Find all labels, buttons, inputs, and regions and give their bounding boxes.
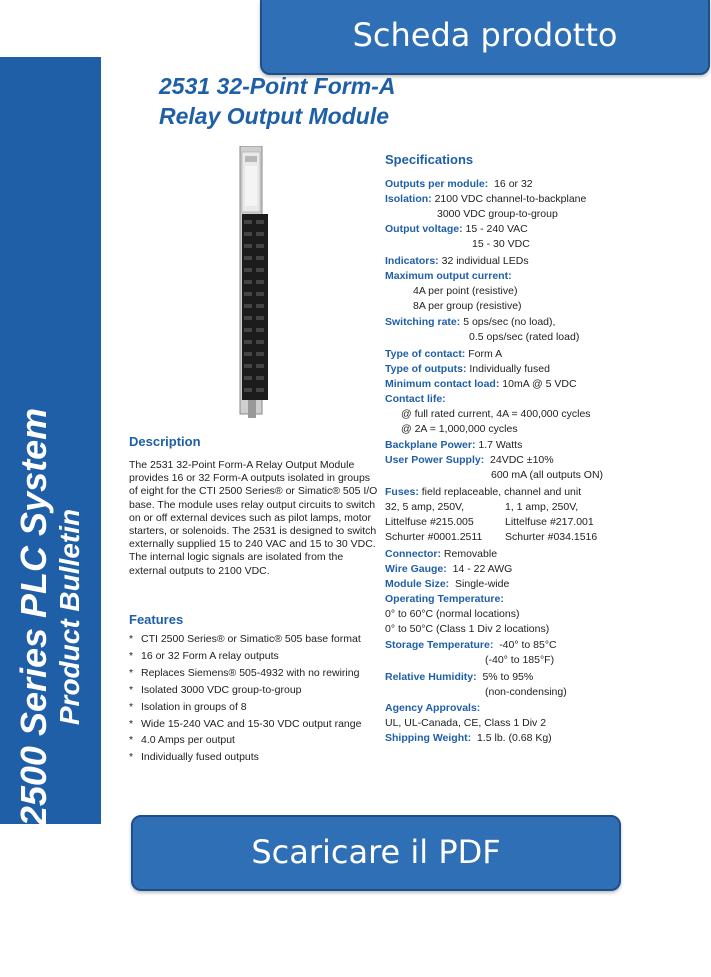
spec-label: Agency Approvals: xyxy=(385,702,481,715)
spec-value: 5 ops/sec (no load), xyxy=(463,316,556,329)
spec-label: Storage Temperature: xyxy=(385,639,494,652)
spec-switching-rate-2 xyxy=(385,330,705,345)
spec-label: Minimum contact load: xyxy=(385,377,500,390)
spec-label: Outputs per module: xyxy=(385,178,489,190)
features-list xyxy=(129,633,379,768)
spec-user-power-supply xyxy=(385,453,705,468)
spec-outputs-per-module xyxy=(385,177,705,192)
list-item xyxy=(129,650,379,663)
spec-shipping-weight xyxy=(385,731,705,746)
bullet: * xyxy=(129,683,134,696)
spec-label: Relative Humidity: xyxy=(385,670,477,683)
spec-value: Littelfuse #217.001 xyxy=(505,515,594,528)
spec-wire-gauge xyxy=(385,562,705,577)
spec-fuses-row3 xyxy=(385,530,705,545)
spec-label: Wire Gauge: xyxy=(385,562,447,575)
side-banner-text xyxy=(14,357,86,877)
title-line1: 2531 32-Point Form-A xyxy=(159,73,396,99)
spec-label: Type of contact: xyxy=(385,347,466,360)
spec-value: field replaceable, channel and unit xyxy=(421,485,582,498)
bullet: * xyxy=(129,700,134,713)
spec-max-output-current-1 xyxy=(385,284,705,299)
spec-contact-life-2 xyxy=(385,422,705,437)
spec-contact-life-1 xyxy=(385,407,705,422)
spec-value: 0° to 60°C (normal locations) xyxy=(385,607,520,620)
spec-value: Removable xyxy=(443,547,498,560)
spec-label: Fuses: xyxy=(385,485,419,498)
spec-label: Operating Temperature: xyxy=(385,592,504,605)
spec-label: Output voltage: xyxy=(385,223,463,235)
feature-text: Isolated 3000 VDC group-to-group xyxy=(141,683,302,696)
spec-label: Backplane Power: xyxy=(385,439,476,452)
spec-value: 15 - 240 VAC xyxy=(465,223,528,235)
spec-value: (non-condensing) xyxy=(485,685,567,698)
spec-backplane-power xyxy=(385,438,705,453)
spec-value: -40° to 85°C xyxy=(499,639,557,652)
spec-label: Module Size: xyxy=(385,577,450,590)
spec-value: 4A per point (resistive) xyxy=(413,284,518,297)
feature-text: Wide 15-240 VAC and 15-30 VDC output range xyxy=(141,717,362,730)
spec-value: 5% to 95% xyxy=(482,670,534,683)
feature-text: CTI 2500 Series® or Simatic® 505 base format xyxy=(141,633,361,645)
feature-text: Isolation in groups of 8 xyxy=(141,700,247,713)
spec-label: User Power Supply: xyxy=(385,454,485,467)
spec-min-contact-load xyxy=(385,377,705,392)
spec-operating-temperature xyxy=(385,592,705,607)
features-heading: Features xyxy=(129,612,184,627)
spec-label: Type of outputs: xyxy=(385,362,467,375)
download-pdf-button[interactable]: Scaricare il PDF xyxy=(131,815,621,891)
list-item xyxy=(129,718,379,731)
spec-label: Shipping Weight: xyxy=(385,732,472,745)
spec-module-size xyxy=(385,577,705,592)
feature-text: Individually fused outputs xyxy=(141,751,259,764)
list-item xyxy=(129,734,379,747)
spec-user-power-supply-2 xyxy=(385,468,705,483)
spec-value: 0.5 ops/sec (rated load) xyxy=(469,331,580,344)
spec-value: 1.7 Watts xyxy=(478,439,523,452)
list-item xyxy=(129,667,379,680)
title-line2: Relay Output Module xyxy=(159,103,389,129)
feature-text: Replaces Siemens® 505-4932 with no rewiring xyxy=(141,666,360,679)
bullet: * xyxy=(129,666,134,679)
spec-label: Connector: xyxy=(385,547,441,560)
spec-fuses-row1 xyxy=(385,500,705,515)
spec-relative-humidity-2 xyxy=(385,685,705,700)
spec-output-voltage-2 xyxy=(385,237,705,252)
spec-value: 1, 1 amp, 250V, xyxy=(505,500,579,513)
page-title xyxy=(159,71,395,131)
spec-value: @ 2A = 1,000,000 cycles xyxy=(401,422,518,435)
spec-label: Contact life: xyxy=(385,392,446,405)
spec-isolation-2 xyxy=(385,207,705,222)
spec-label: Maximum output current: xyxy=(385,269,512,282)
list-item xyxy=(129,633,379,646)
spec-indicators xyxy=(385,254,705,269)
specifications-list xyxy=(385,177,705,746)
spec-operating-temperature-2 xyxy=(385,622,705,637)
spec-storage-temperature-2 xyxy=(385,653,705,668)
list-item xyxy=(129,684,379,697)
spec-agency-approvals xyxy=(385,701,705,716)
side-banner-line2: Product Bulletin xyxy=(54,508,86,726)
spec-label: Switching rate: xyxy=(385,316,461,329)
spec-isolation xyxy=(385,192,705,207)
spec-fuses-row2 xyxy=(385,515,705,530)
spec-value: Form A xyxy=(468,347,503,360)
spec-max-output-current-2 xyxy=(385,299,705,314)
bullet: * xyxy=(129,649,134,662)
bullet: * xyxy=(129,751,134,764)
bullet: * xyxy=(129,633,134,645)
spec-value: Schurter #0001.2511 xyxy=(385,530,483,543)
bullet: * xyxy=(129,717,134,730)
spec-relative-humidity xyxy=(385,670,705,685)
side-banner-line1: 2500 Series PLC System xyxy=(13,407,55,827)
feature-text: 4.0 Amps per output xyxy=(141,734,235,747)
spec-value: 1.5 lb. (0.68 Kg) xyxy=(476,732,552,745)
spec-connector xyxy=(385,547,705,562)
spec-label: Isolation: xyxy=(385,193,432,205)
spec-value: 10mA @ 5 VDC xyxy=(502,377,577,390)
spec-value: 600 mA (all outputs ON) xyxy=(491,469,604,482)
spec-value: Individually fused xyxy=(469,362,550,375)
side-banner xyxy=(0,57,101,827)
list-item xyxy=(129,701,379,714)
spec-value: @ full rated current, 4A = 400,000 cycles xyxy=(401,407,591,420)
spec-type-of-outputs xyxy=(385,362,705,377)
list-item xyxy=(129,751,379,764)
spec-max-output-current xyxy=(385,269,705,284)
spec-output-voltage xyxy=(385,222,705,237)
spec-operating-temperature-1 xyxy=(385,607,705,622)
spec-value: 32 individual LEDs xyxy=(441,254,529,267)
product-image xyxy=(238,146,270,418)
spec-value: 16 or 32 xyxy=(494,178,533,190)
spec-value: 3000 VDC group-to-group xyxy=(437,208,558,220)
spec-storage-temperature xyxy=(385,638,705,653)
description-text: The 2531 32-Point Form-A Relay Output Module provides 16 or 32 Form-A outputs isolated in groups of eight for the CTI 2500 Series® or Simatic® 505 I/O base. The module uses relay output circuits to switch on or off external devices such as pilot lamps, motor starters, or solenoids. The 2531 is designed to switch externally supplied 15 to 240 VAC and 15 to 30 VDC. The internal logic signals are isolated from the external outputs to 2100 VDC. xyxy=(129,459,378,577)
spec-value: Single-wide xyxy=(455,577,510,590)
spec-value: 8A per group (resistive) xyxy=(413,299,522,312)
spec-agency-approvals-1 xyxy=(385,716,705,731)
spec-value: Schurter #034.1516 xyxy=(505,530,598,543)
spec-value: 24VDC ±10% xyxy=(490,454,554,467)
spec-switching-rate xyxy=(385,315,705,330)
spec-value: 14 - 22 AWG xyxy=(452,562,513,575)
specifications-heading: Specifications xyxy=(385,152,474,167)
spec-value: 15 - 30 VDC xyxy=(472,238,530,250)
spec-value: 0° to 50°C (Class 1 Div 2 locations) xyxy=(385,622,550,635)
spec-fuses xyxy=(385,485,705,500)
spec-value: (-40° to 185°F) xyxy=(485,654,555,667)
spec-label: Indicators: xyxy=(385,254,439,267)
spec-value: Littelfuse #215.005 xyxy=(385,515,474,528)
product-sheet-button[interactable]: Scheda prodotto xyxy=(260,0,710,75)
spec-value: 32, 5 amp, 250V, xyxy=(385,500,465,513)
feature-text: 16 or 32 Form A relay outputs xyxy=(141,649,279,662)
spec-value: 2100 VDC channel-to-backplane xyxy=(434,193,587,205)
spec-value: UL, UL-Canada, CE, Class 1 Div 2 xyxy=(385,717,547,730)
spec-type-of-contact xyxy=(385,347,705,362)
bullet: * xyxy=(129,734,134,747)
description-heading: Description xyxy=(129,434,201,449)
spec-contact-life xyxy=(385,392,705,407)
